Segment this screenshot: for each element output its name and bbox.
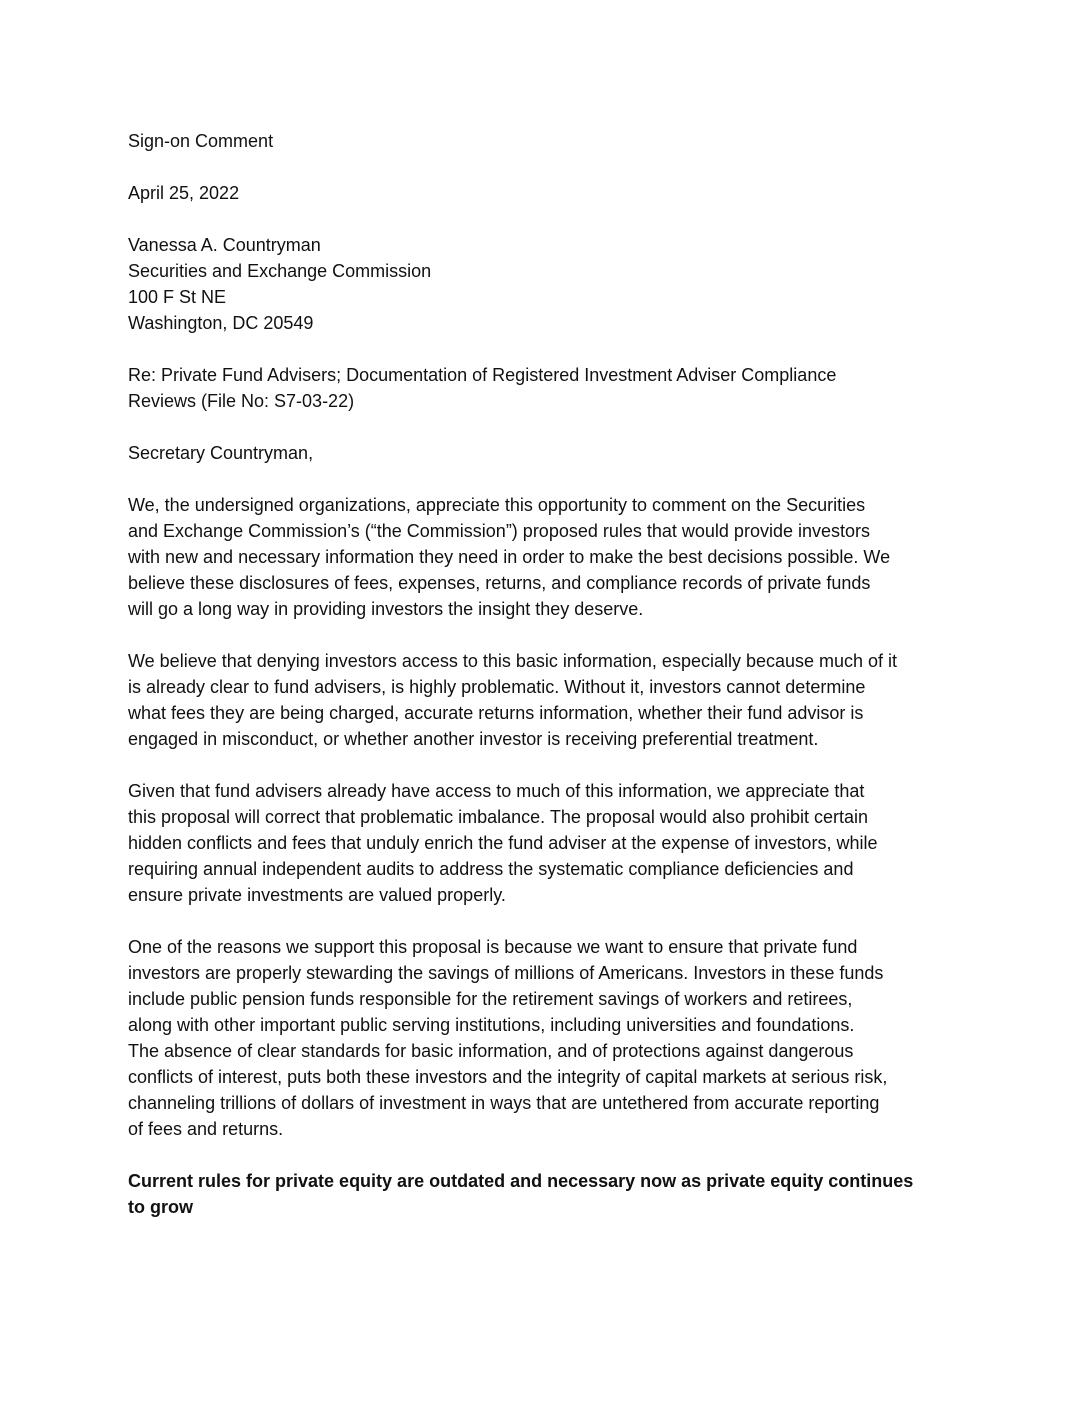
letter-title — [128, 128, 968, 154]
body-paragraph-1 — [128, 492, 968, 622]
paragraph-line: hidden conflicts and fees that unduly enrich the fund adviser at the expense of investors, while — [128, 833, 878, 853]
letter-page — [128, 128, 968, 1246]
letter-date — [128, 180, 968, 206]
recipient-name: Vanessa A. Countryman — [128, 235, 321, 255]
paragraph-line: with new and necessary information they need in order to make the best decisions possible. We — [128, 547, 891, 567]
salutation-text: Secretary Countryman, — [128, 443, 314, 463]
paragraph-line: along with other important public serving institutions, including universities and foundations. — [128, 1015, 855, 1035]
paragraph-line: Given that fund advisers already have access to much of this information, we appreciate that — [128, 781, 865, 801]
subject-line-1: Re: Private Fund Advisers; Documentation of Registered Investment Adviser Compliance — [128, 365, 837, 385]
subject-line — [128, 362, 968, 414]
paragraph-line: engaged in misconduct, or whether another investor is receiving preferential treatment. — [128, 729, 819, 749]
paragraph-line: We believe that denying investors access to this basic information, especially because much of it — [128, 651, 898, 671]
recipient-city: Washington, DC 20549 — [128, 313, 314, 333]
body-paragraph-3 — [128, 778, 968, 908]
paragraph-line: The absence of clear standards for basic information, and of protections against dangerous — [128, 1041, 854, 1061]
paragraph-line: believe these disclosures of fees, expenses, returns, and compliance records of private funds — [128, 573, 871, 593]
section-heading-line-2: to grow — [128, 1197, 193, 1217]
paragraph-line: this proposal will correct that problematic imbalance. The proposal would also prohibit certain — [128, 807, 869, 827]
body-paragraph-2 — [128, 648, 968, 752]
paragraph-line: channeling trillions of dollars of investment in ways that are untethered from accurate reporting — [128, 1093, 880, 1113]
paragraph-line: We, the undersigned organizations, appreciate this opportunity to comment on the Securities — [128, 495, 866, 515]
paragraph-line: what fees they are being charged, accurate returns information, whether their fund advisor is — [128, 703, 864, 723]
paragraph-line: One of the reasons we support this proposal is because we want to ensure that private fund — [128, 937, 858, 957]
recipient-street: 100 F St NE — [128, 287, 227, 307]
section-heading — [128, 1168, 968, 1220]
salutation — [128, 440, 968, 466]
paragraph-line: ensure private investments are valued properly. — [128, 885, 506, 905]
paragraph-line: conflicts of interest, puts both these investors and the integrity of capital markets at serious risk, — [128, 1067, 888, 1087]
paragraph-line: is already clear to fund advisers, is highly problematic. Without it, investors cannot determine — [128, 677, 866, 697]
paragraph-line: will go a long way in providing investors the insight they deserve. — [128, 599, 644, 619]
subject-line-2: Reviews (File No: S7-03-22) — [128, 391, 355, 411]
paragraph-line: and Exchange Commission’s (“the Commission”) proposed rules that would provide investors — [128, 521, 870, 541]
letter-date-text: April 25, 2022 — [128, 183, 240, 203]
paragraph-line: requiring annual independent audits to address the systematic compliance deficiencies and — [128, 859, 854, 879]
letter-title-text: Sign-on Comment — [128, 131, 274, 151]
paragraph-line: include public pension funds responsible for the retirement savings of workers and retirees, — [128, 989, 853, 1009]
paragraph-line: investors are properly stewarding the savings of millions of Americans. Investors in these funds — [128, 963, 884, 983]
recipient-organization: Securities and Exchange Commission — [128, 261, 432, 281]
section-heading-line-1: Current rules for private equity are outdated and necessary now as private equity continues — [128, 1171, 914, 1191]
recipient-address — [128, 232, 968, 336]
body-paragraph-4 — [128, 934, 968, 1142]
paragraph-line: of fees and returns. — [128, 1119, 284, 1139]
